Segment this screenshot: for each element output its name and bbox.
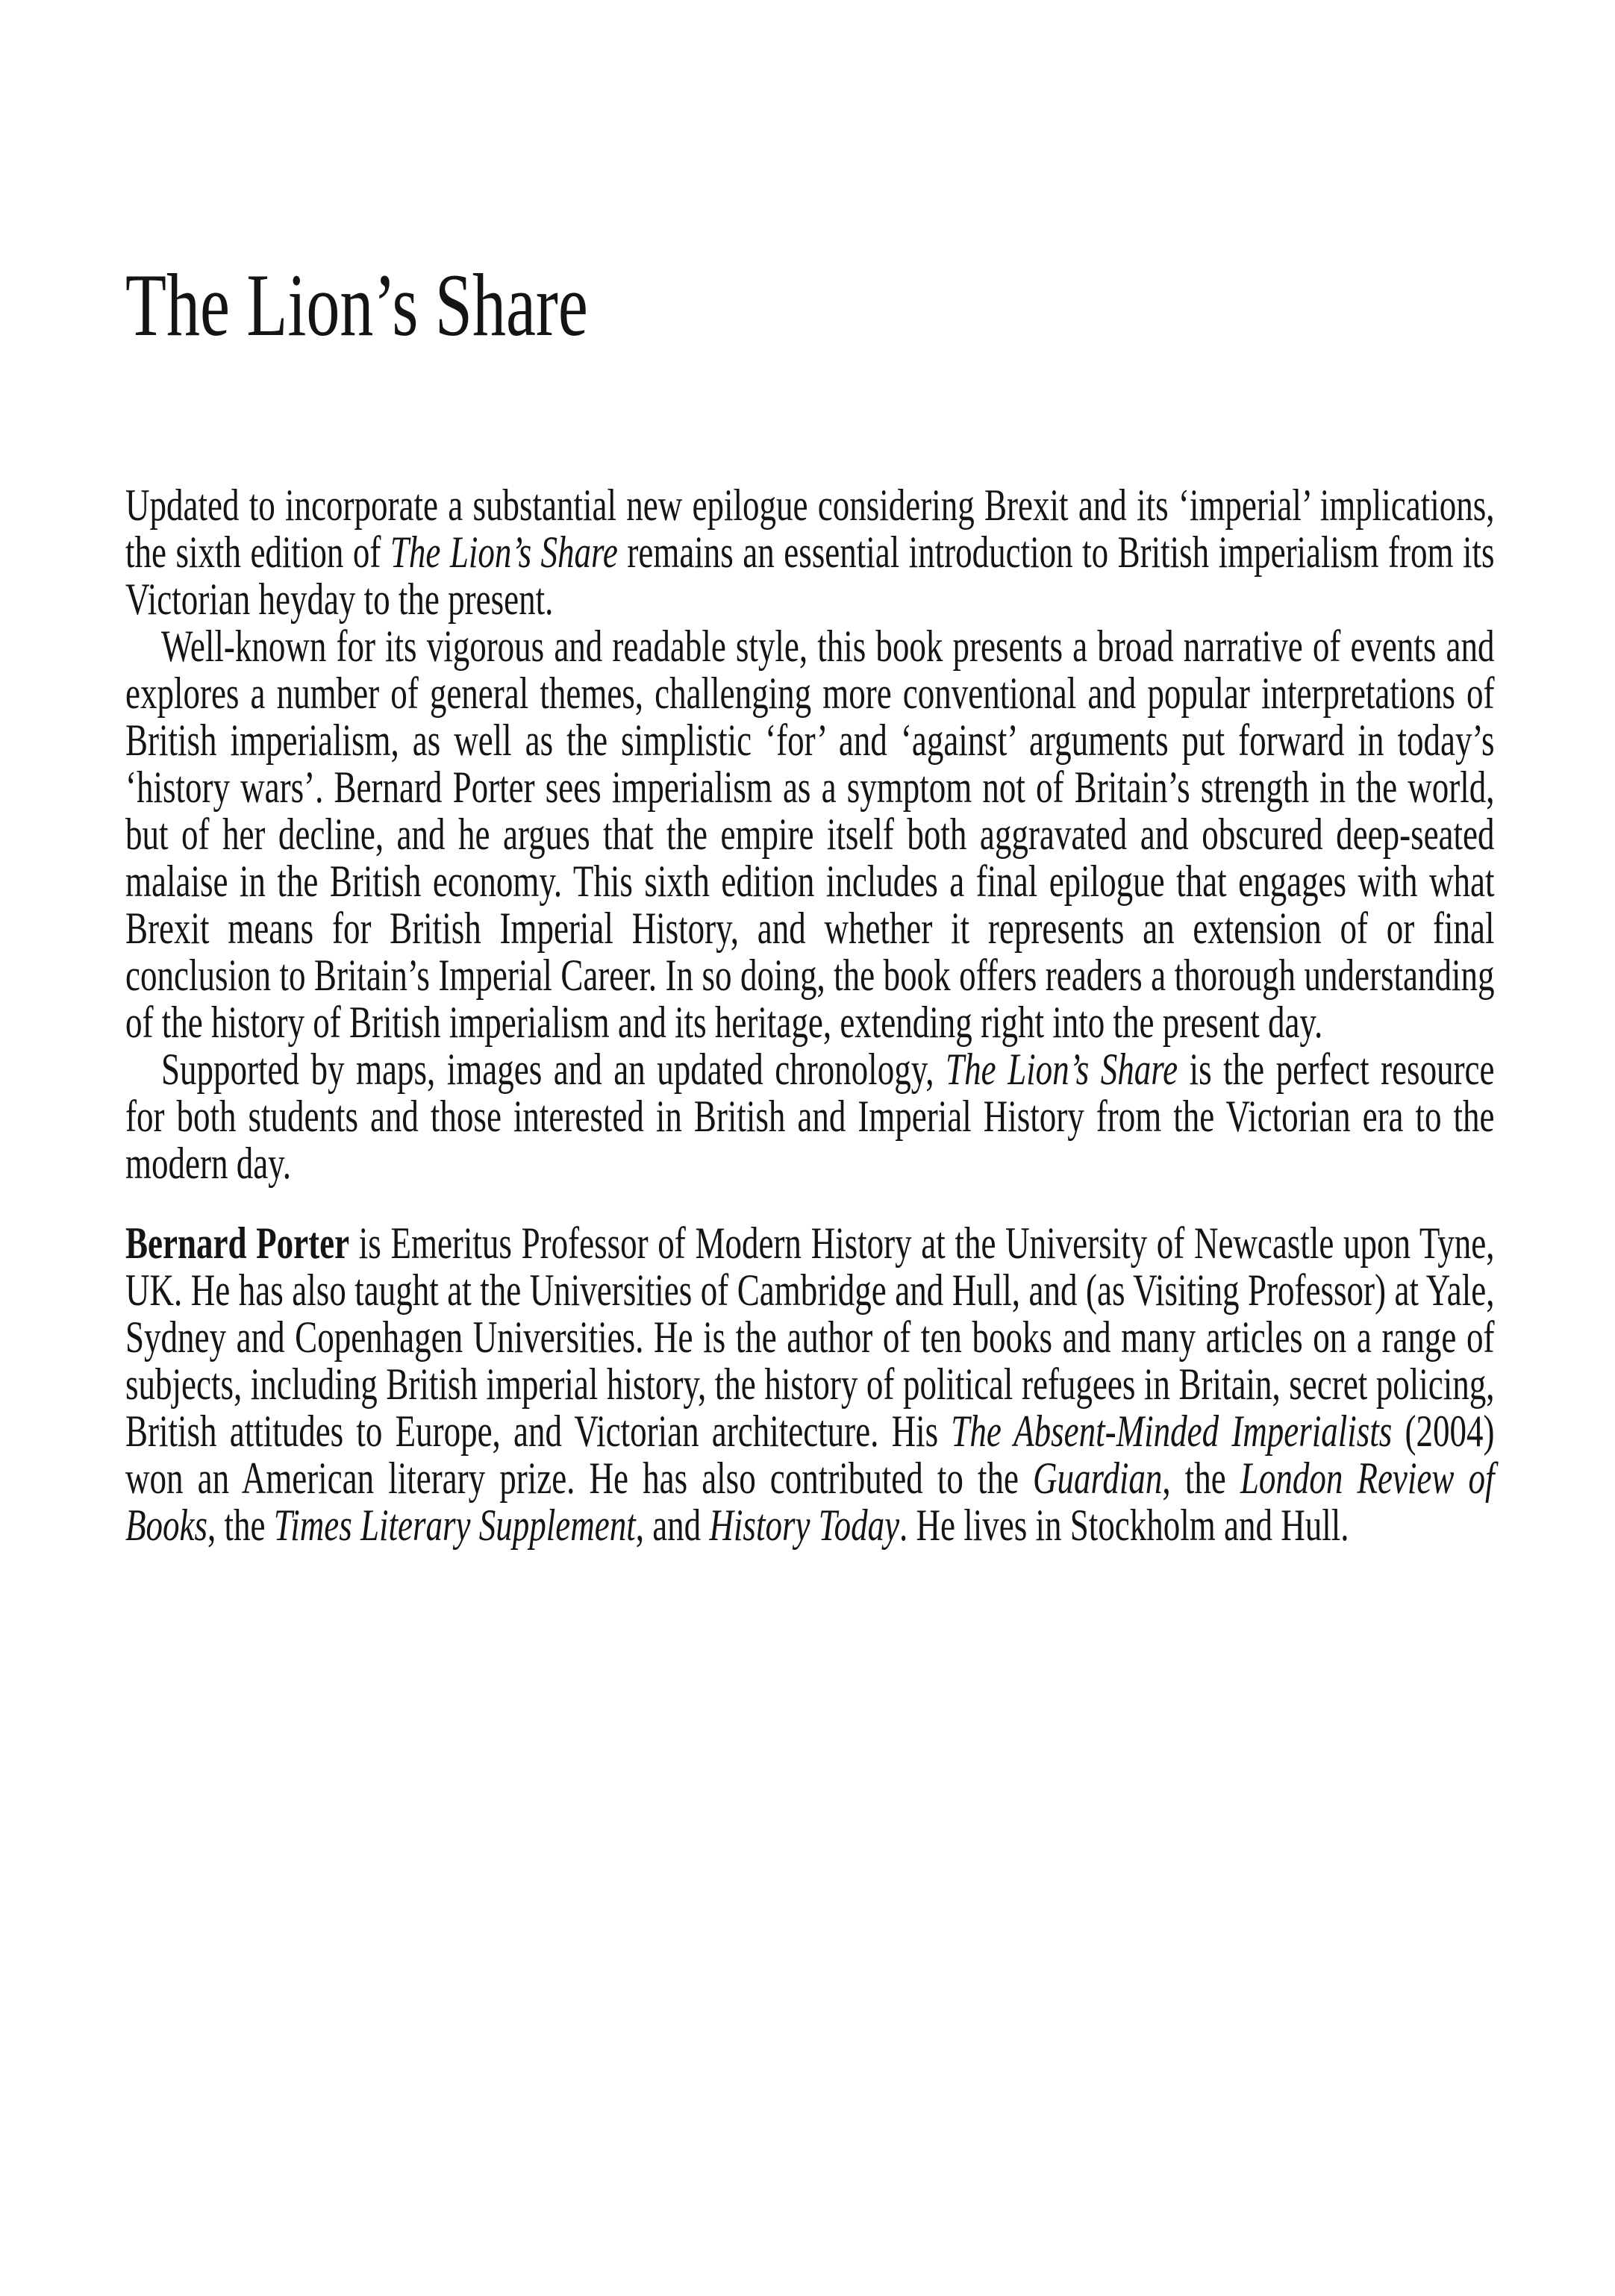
italic-text-run: The Lion’s Share [390, 528, 618, 577]
italic-text-run: Guardian [1033, 1454, 1163, 1503]
author-bio-paragraph [125, 1220, 1495, 1549]
text-run: , the [207, 1501, 274, 1550]
synopsis-paragraph-3 [125, 1046, 1495, 1187]
text-run: Well-known for its vigorous and readable style, this book presents a broad narrative of events and explores a number of general themes, challenging more conventional and popular interpretations of British imperialism, as well as the simplistic ‘for’ and ‘against’ arguments put forward in today’s ‘history wars’. Bernard Porter sees imperialism as a symptom not of Britain’s strength in the world, but of her decline, and he argues that the empire itself both aggravated and obscured deep-seated malaise in the British economy. This sixth edition includes a final epilogue that engages with what Brexit means for British Imperial History, and whether it represents an extension of or final conclusion to Britain’s Imperial Career. In so doing, the book offers readers a thorough understanding of the history of British imperialism and its heritage, extending right into the present day. [125, 622, 1495, 1047]
text-run: is the perfect resource for both students and those interested in British and Imperial History from the Victorian era to the modern day. [125, 1045, 1495, 1188]
description-paragraphs [125, 482, 1495, 1549]
text-run: (2004) won an American literary prize. He has also contributed to the [125, 1407, 1495, 1503]
text-run: , and [635, 1501, 710, 1550]
book-title: The Lion’s Share [125, 255, 588, 354]
italic-text-run: London Review of Books [125, 1454, 1495, 1550]
page-content [125, 0, 1495, 1549]
italic-text-run: Times Literary Supplement [273, 1501, 636, 1550]
synopsis-paragraph-2 [125, 623, 1495, 1046]
text-run: , the [1162, 1454, 1240, 1503]
text-run: Updated to incorporate a substantial new epilogue considering Brexit and its ‘imperial’ implications, the sixth edition of [125, 481, 1495, 577]
text-run: remains an essential introduction to British imperialism from its Victorian heyday to the present. [125, 528, 1495, 624]
italic-text-run: History Today [709, 1501, 900, 1550]
italic-text-run: The Absent-Minded Imperialists [951, 1407, 1393, 1456]
text-run: is Emeritus Professor of Modern History at the University of Newcastle upon Tyne, UK. He has also taught at the Universities of Cambridge and Hull, and (as Visiting Professor) at Yale, Sydney and Copenhagen Universities. He is the author of ten books and many articles on a range of subjects, including British imperial history, the history of political refugees in Britain, secret policing, British attitudes to Europe, and Victorian architecture. His [125, 1219, 1495, 1456]
italic-text-run: The Lion’s Share [946, 1045, 1178, 1094]
text-run: Supported by maps, images and an updated chronology, [161, 1045, 946, 1094]
text-run: . He lives in Stockholm and Hull. [899, 1501, 1349, 1550]
bold-text-run: Bernard Porter [125, 1219, 350, 1268]
synopsis-paragraph-1 [125, 482, 1495, 623]
